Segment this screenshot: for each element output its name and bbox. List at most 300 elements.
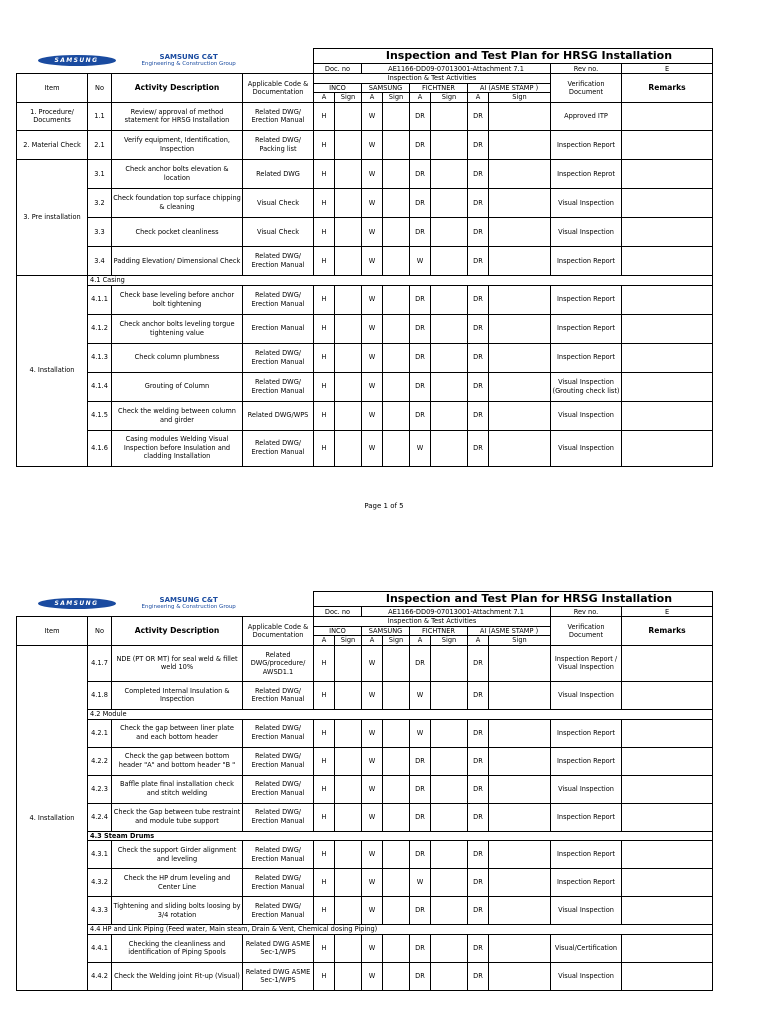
inco-sign-cell[interactable]: [335, 747, 362, 775]
samsung-sign-cell[interactable]: [383, 130, 410, 159]
no-cell: 4.2.2: [88, 747, 112, 775]
inco-a-cell: H: [314, 102, 335, 130]
samsung-a-cell: W: [362, 188, 383, 217]
inco-a-cell: H: [314, 159, 335, 188]
fichtner-sign-cell[interactable]: [431, 803, 468, 831]
fichtner-sign-cell[interactable]: [431, 962, 468, 990]
activity-cell: Check foundation top surface chipping & cleaning: [112, 188, 243, 217]
remarks-cell[interactable]: [622, 962, 713, 990]
inco-sign-cell[interactable]: [335, 343, 362, 372]
code-cell: Related DWG/WPS: [243, 401, 314, 430]
inco-sign-cell[interactable]: [335, 246, 362, 275]
verification-cell: Inspection Report: [551, 343, 622, 372]
doc-no-label: Doc. no: [314, 607, 362, 617]
verification-cell: Visual Inspection: [551, 681, 622, 709]
remarks-cell[interactable]: [622, 681, 713, 709]
header-block: [17, 49, 713, 103]
code-cell: Related DWG/ Erection Manual: [243, 246, 314, 275]
inco-sign-cell[interactable]: [335, 430, 362, 466]
ai-sign-cell[interactable]: [489, 130, 551, 159]
inco-sign-cell[interactable]: [335, 401, 362, 430]
inco-sign-cell[interactable]: [335, 962, 362, 990]
samsung-sign-cell[interactable]: [383, 934, 410, 962]
col-sign-header: Sign: [431, 636, 468, 646]
col-verification-header: Verification Document: [551, 74, 622, 103]
samsung-a-cell: W: [362, 962, 383, 990]
no-cell: 3.2: [88, 188, 112, 217]
ai-sign-cell[interactable]: [489, 719, 551, 747]
ai-sign-cell[interactable]: [489, 246, 551, 275]
activity-cell: NDE (PT OR MT) for seal weld & fillet weld 10%: [112, 645, 243, 681]
item-cell: 2. Material Check: [17, 130, 88, 159]
document-title: Inspection and Test Plan for HRSG Installation: [314, 49, 713, 64]
col-a-header: A: [468, 636, 489, 646]
inco-a-cell: H: [314, 246, 335, 275]
activity-cell: Baffle plate final installation check and stitch welding: [112, 775, 243, 803]
ai-a-cell: DR: [468, 719, 489, 747]
fichtner-a-cell: DR: [410, 102, 431, 130]
ai-a-cell: DR: [468, 962, 489, 990]
remarks-cell[interactable]: [622, 372, 713, 401]
ai-sign-cell[interactable]: [489, 897, 551, 925]
inco-sign-cell[interactable]: [335, 314, 362, 343]
fichtner-sign-cell[interactable]: [431, 246, 468, 275]
col-no-header: No: [88, 74, 112, 103]
code-cell: Related DWG/ Erection Manual: [243, 681, 314, 709]
activity-cell: Verify equipment, Identification, Inspection: [112, 130, 243, 159]
samsung-sign-cell[interactable]: [383, 681, 410, 709]
samsung-sign-cell[interactable]: [383, 188, 410, 217]
samsung-a-cell: W: [362, 246, 383, 275]
ai-a-cell: DR: [468, 401, 489, 430]
inco-a-cell: H: [314, 719, 335, 747]
col-remarks-header: Remarks: [622, 617, 713, 646]
no-cell: 4.1.4: [88, 372, 112, 401]
fichtner-a-cell: DR: [410, 962, 431, 990]
inco-sign-cell[interactable]: [335, 217, 362, 246]
no-cell: 4.1.7: [88, 645, 112, 681]
fichtner-a-cell: DR: [410, 747, 431, 775]
remarks-cell[interactable]: [622, 775, 713, 803]
table-row: [17, 343, 713, 372]
ai-sign-cell[interactable]: [489, 934, 551, 962]
col-code-header: Applicable Code & Documentation: [243, 74, 314, 103]
samsung-sign-cell[interactable]: [383, 869, 410, 897]
col-no-header: No: [88, 617, 112, 646]
fichtner-a-cell: DR: [410, 343, 431, 372]
remarks-cell[interactable]: [622, 869, 713, 897]
col-sign-header: Sign: [489, 93, 551, 103]
samsung-sign-cell[interactable]: [383, 343, 410, 372]
remarks-cell[interactable]: [622, 285, 713, 314]
activity-cell: Check the Welding joint Fit-up (Visual): [112, 962, 243, 990]
col-a-header: A: [362, 636, 383, 646]
code-cell: Related DWG/ Erection Manual: [243, 343, 314, 372]
fichtner-a-cell: DR: [410, 217, 431, 246]
ai-a-cell: DR: [468, 372, 489, 401]
col-inco-header: INCO: [314, 83, 362, 93]
fichtner-a-cell: DR: [410, 645, 431, 681]
item-cell: 4. Installation: [17, 645, 88, 990]
ai-sign-cell[interactable]: [489, 217, 551, 246]
remarks-cell[interactable]: [622, 188, 713, 217]
samsung-a-cell: W: [362, 869, 383, 897]
ai-sign-cell[interactable]: [489, 401, 551, 430]
code-cell: Related DWG/ Erection Manual: [243, 430, 314, 466]
fichtner-sign-cell[interactable]: [431, 285, 468, 314]
code-cell: Related DWG: [243, 159, 314, 188]
remarks-cell[interactable]: [622, 897, 713, 925]
ai-a-cell: DR: [468, 159, 489, 188]
fichtner-a-cell: W: [410, 246, 431, 275]
fichtner-a-cell: DR: [410, 841, 431, 869]
fichtner-a-cell: DR: [410, 314, 431, 343]
verification-cell: Visual Inspection: [551, 217, 622, 246]
samsung-sign-cell[interactable]: [383, 645, 410, 681]
ai-a-cell: DR: [468, 775, 489, 803]
col-sign-header: Sign: [335, 636, 362, 646]
doc-no-value: AE1166-DD09-07013001-Attachment 7.1: [362, 64, 551, 74]
code-cell: Visual Check: [243, 217, 314, 246]
samsung-sign-cell[interactable]: [383, 217, 410, 246]
fichtner-sign-cell[interactable]: [431, 102, 468, 130]
fichtner-sign-cell[interactable]: [431, 747, 468, 775]
doc-no-label: Doc. no: [314, 64, 362, 74]
col-ai-header: AI (ASME STAMP ): [468, 626, 551, 636]
company-name: SAMSUNG C&T: [159, 596, 218, 605]
inco-sign-cell[interactable]: [335, 130, 362, 159]
page-1-body: [17, 102, 713, 466]
section-heading: 4.4 HP and Link Piping (Feed water, Main steam, Drain & Vent, Chemical dosing Piping): [88, 925, 713, 935]
activity-cell: Casing modules Welding Visual Inspection before Insulation and cladding Installation: [112, 430, 243, 466]
ai-sign-cell[interactable]: [489, 681, 551, 709]
no-cell: 3.3: [88, 217, 112, 246]
section-row: [17, 925, 713, 935]
inco-sign-cell[interactable]: [335, 102, 362, 130]
page-2-body: [17, 645, 713, 990]
inco-sign-cell[interactable]: [335, 803, 362, 831]
remarks-cell[interactable]: [622, 343, 713, 372]
samsung-a-cell: W: [362, 719, 383, 747]
col-sign-header: Sign: [383, 636, 410, 646]
table-row: [17, 430, 713, 466]
samsung-a-cell: W: [362, 401, 383, 430]
activity-cell: Check the gap between liner plate and each bottom header: [112, 719, 243, 747]
fichtner-sign-cell[interactable]: [431, 841, 468, 869]
col-verification-header: Verification Document: [551, 617, 622, 646]
ai-sign-cell[interactable]: [489, 314, 551, 343]
col-a-header: A: [410, 93, 431, 103]
fichtner-sign-cell[interactable]: [431, 159, 468, 188]
samsung-sign-cell[interactable]: [383, 430, 410, 466]
code-cell: Related DWG/ Erection Manual: [243, 869, 314, 897]
ai-sign-cell[interactable]: [489, 343, 551, 372]
no-cell: 4.2.3: [88, 775, 112, 803]
col-activity-header: Activity Description: [112, 74, 243, 103]
fichtner-sign-cell[interactable]: [431, 372, 468, 401]
ai-sign-cell[interactable]: [489, 159, 551, 188]
table-row: [17, 130, 713, 159]
inco-sign-cell[interactable]: [335, 645, 362, 681]
verification-cell: Inspection Report: [551, 719, 622, 747]
fichtner-sign-cell[interactable]: [431, 314, 468, 343]
fichtner-sign-cell[interactable]: [431, 869, 468, 897]
samsung-sign-cell[interactable]: [383, 246, 410, 275]
code-cell: Related DWG/ Packing list: [243, 130, 314, 159]
verification-cell: Approved ITP: [551, 102, 622, 130]
inco-sign-cell[interactable]: [335, 188, 362, 217]
samsung-a-cell: W: [362, 934, 383, 962]
activity-cell: Tightening and sliding bolts loosing by 3/4 rotation: [112, 897, 243, 925]
ai-a-cell: DR: [468, 645, 489, 681]
inco-a-cell: H: [314, 803, 335, 831]
col-a-header: A: [314, 93, 335, 103]
fichtner-a-cell: DR: [410, 775, 431, 803]
code-cell: Visual Check: [243, 188, 314, 217]
code-cell: Related DWG/ Erection Manual: [243, 719, 314, 747]
ai-sign-cell[interactable]: [489, 803, 551, 831]
samsung-sign-cell[interactable]: [383, 841, 410, 869]
verification-cell: Visual Inspection: [551, 401, 622, 430]
verification-cell: Inspection Report: [551, 314, 622, 343]
section-row: [17, 831, 713, 841]
inco-a-cell: H: [314, 188, 335, 217]
col-samsung-header: SAMSUNG: [362, 83, 410, 93]
inco-a-cell: H: [314, 430, 335, 466]
fichtner-a-cell: W: [410, 681, 431, 709]
inco-sign-cell[interactable]: [335, 841, 362, 869]
table-row: [17, 314, 713, 343]
itp-page-2: [16, 591, 713, 991]
remarks-cell[interactable]: [622, 401, 713, 430]
ai-a-cell: DR: [468, 343, 489, 372]
no-cell: 4.1.6: [88, 430, 112, 466]
logo-text: SAMSUNG: [54, 599, 99, 607]
inco-sign-cell[interactable]: [335, 897, 362, 925]
table-row: [17, 217, 713, 246]
fichtner-sign-cell[interactable]: [431, 934, 468, 962]
remarks-cell[interactable]: [622, 217, 713, 246]
samsung-sign-cell[interactable]: [383, 747, 410, 775]
fichtner-sign-cell[interactable]: [431, 343, 468, 372]
section-row: [17, 709, 713, 719]
rev-value: E: [622, 607, 713, 617]
fichtner-a-cell: DR: [410, 897, 431, 925]
code-cell: Related DWG ASME Sec-1/WPS: [243, 962, 314, 990]
section-heading: 4.3 Steam Drums: [88, 831, 713, 841]
verification-cell: Visual Inspection: [551, 430, 622, 466]
ai-sign-cell[interactable]: [489, 869, 551, 897]
remarks-cell[interactable]: [622, 314, 713, 343]
samsung-a-cell: W: [362, 803, 383, 831]
table-row: [17, 372, 713, 401]
samsung-a-cell: W: [362, 430, 383, 466]
inco-sign-cell[interactable]: [335, 934, 362, 962]
no-cell: 4.4.2: [88, 962, 112, 990]
fichtner-sign-cell[interactable]: [431, 401, 468, 430]
no-cell: 4.1.3: [88, 343, 112, 372]
no-cell: 4.1.2: [88, 314, 112, 343]
ai-a-cell: DR: [468, 934, 489, 962]
fichtner-sign-cell[interactable]: [431, 217, 468, 246]
table-row: [17, 719, 713, 747]
inco-sign-cell[interactable]: [335, 869, 362, 897]
ai-a-cell: DR: [468, 897, 489, 925]
ai-sign-cell[interactable]: [489, 775, 551, 803]
table-row: [17, 897, 713, 925]
samsung-sign-cell[interactable]: [383, 102, 410, 130]
remarks-cell[interactable]: [622, 159, 713, 188]
table-row: [17, 159, 713, 188]
table-row: [17, 188, 713, 217]
remarks-cell[interactable]: [622, 102, 713, 130]
remarks-cell[interactable]: [622, 841, 713, 869]
document-title: Inspection and Test Plan for HRSG Installation: [314, 592, 713, 607]
fichtner-sign-cell[interactable]: [431, 897, 468, 925]
verification-cell: Inspection Report: [551, 841, 622, 869]
fichtner-sign-cell[interactable]: [431, 681, 468, 709]
fichtner-sign-cell[interactable]: [431, 130, 468, 159]
no-cell: 4.2.1: [88, 719, 112, 747]
col-inco-header: INCO: [314, 626, 362, 636]
table-row: [17, 934, 713, 962]
col-activity-header: Activity Description: [112, 617, 243, 646]
col-sign-header: Sign: [431, 93, 468, 103]
no-cell: 2.1: [88, 130, 112, 159]
table-row: [17, 747, 713, 775]
itp-page-1: [16, 48, 713, 467]
table-row: [17, 645, 713, 681]
ai-sign-cell[interactable]: [489, 372, 551, 401]
ai-sign-cell[interactable]: [489, 747, 551, 775]
activity-cell: Check pocket cleanliness: [112, 217, 243, 246]
verification-cell: Visual Inspection: [551, 897, 622, 925]
table-row: [17, 962, 713, 990]
page-number: Page 1 of 5: [364, 502, 404, 510]
code-cell: Related DWG/ Erection Manual: [243, 102, 314, 130]
table-row: [17, 803, 713, 831]
verification-cell: Inspection Report: [551, 246, 622, 275]
no-cell: 4.4.1: [88, 934, 112, 962]
ai-a-cell: DR: [468, 246, 489, 275]
ai-a-cell: DR: [468, 747, 489, 775]
remarks-cell[interactable]: [622, 645, 713, 681]
samsung-sign-cell[interactable]: [383, 897, 410, 925]
samsung-sign-cell[interactable]: [383, 719, 410, 747]
samsung-sign-cell[interactable]: [383, 962, 410, 990]
ai-sign-cell[interactable]: [489, 102, 551, 130]
fichtner-a-cell: DR: [410, 401, 431, 430]
inco-sign-cell[interactable]: [335, 719, 362, 747]
fichtner-sign-cell[interactable]: [431, 719, 468, 747]
inco-sign-cell[interactable]: [335, 372, 362, 401]
remarks-cell[interactable]: [622, 130, 713, 159]
table-row: [17, 681, 713, 709]
verification-cell: Visual Inspection (Grouting check list): [551, 372, 622, 401]
col-sign-header: Sign: [489, 636, 551, 646]
ai-a-cell: DR: [468, 841, 489, 869]
code-cell: Related DWG/ Erection Manual: [243, 372, 314, 401]
samsung-sign-cell[interactable]: [383, 775, 410, 803]
remarks-cell[interactable]: [622, 430, 713, 466]
ai-sign-cell[interactable]: [489, 188, 551, 217]
verification-cell: Inspection Report: [551, 747, 622, 775]
fichtner-a-cell: DR: [410, 188, 431, 217]
no-cell: 3.4: [88, 246, 112, 275]
activity-cell: Completed Internal Insulation & Inspection: [112, 681, 243, 709]
remarks-cell[interactable]: [622, 747, 713, 775]
ai-a-cell: DR: [468, 803, 489, 831]
inco-a-cell: H: [314, 747, 335, 775]
ai-sign-cell[interactable]: [489, 962, 551, 990]
activity-cell: Checking the cleanliness and identification of Piping Spools: [112, 934, 243, 962]
fichtner-sign-cell[interactable]: [431, 188, 468, 217]
inco-a-cell: H: [314, 934, 335, 962]
inco-a-cell: H: [314, 217, 335, 246]
col-item-header: Item: [17, 74, 88, 103]
inco-sign-cell[interactable]: [335, 285, 362, 314]
code-cell: Related DWG/ Erection Manual: [243, 285, 314, 314]
no-cell: 3.1: [88, 159, 112, 188]
col-a-header: A: [314, 636, 335, 646]
ai-sign-cell[interactable]: [489, 645, 551, 681]
samsung-sign-cell[interactable]: [383, 285, 410, 314]
ai-sign-cell[interactable]: [489, 285, 551, 314]
ai-sign-cell[interactable]: [489, 430, 551, 466]
logo-text: SAMSUNG: [54, 56, 99, 64]
company-subtitle: Engineering & Construction Group: [141, 604, 236, 611]
remarks-cell[interactable]: [622, 803, 713, 831]
samsung-sign-cell[interactable]: [383, 401, 410, 430]
verification-cell: Inspection Report: [551, 130, 622, 159]
remarks-cell[interactable]: [622, 934, 713, 962]
col-a-header: A: [410, 636, 431, 646]
activity-cell: Grouting of Column: [112, 372, 243, 401]
samsung-a-cell: W: [362, 372, 383, 401]
fichtner-sign-cell[interactable]: [431, 775, 468, 803]
samsung-sign-cell[interactable]: [383, 314, 410, 343]
fichtner-sign-cell[interactable]: [431, 645, 468, 681]
remarks-cell[interactable]: [622, 719, 713, 747]
verification-cell: Inspection Report: [551, 869, 622, 897]
inco-sign-cell[interactable]: [335, 775, 362, 803]
samsung-a-cell: W: [362, 681, 383, 709]
inco-sign-cell[interactable]: [335, 159, 362, 188]
samsung-sign-cell[interactable]: [383, 803, 410, 831]
samsung-sign-cell[interactable]: [383, 159, 410, 188]
samsung-sign-cell[interactable]: [383, 372, 410, 401]
fichtner-a-cell: DR: [410, 372, 431, 401]
activity-cell: Review/ approval of method statement for HRSG Installation: [112, 102, 243, 130]
code-cell: Related DWG ASME Sec-1/WPS: [243, 934, 314, 962]
fichtner-a-cell: DR: [410, 934, 431, 962]
inco-sign-cell[interactable]: [335, 681, 362, 709]
verification-cell: Inspection Reprot: [551, 159, 622, 188]
samsung-a-cell: W: [362, 645, 383, 681]
ai-a-cell: DR: [468, 681, 489, 709]
verification-cell: Visual/Certification: [551, 934, 622, 962]
fichtner-sign-cell[interactable]: [431, 430, 468, 466]
samsung-a-cell: W: [362, 217, 383, 246]
company-subtitle: Engineering & Construction Group: [141, 61, 236, 68]
col-code-header: Applicable Code & Documentation: [243, 617, 314, 646]
fichtner-a-cell: W: [410, 719, 431, 747]
ai-sign-cell[interactable]: [489, 841, 551, 869]
table-row: [17, 869, 713, 897]
inco-a-cell: H: [314, 645, 335, 681]
samsung-logo-icon: [38, 598, 116, 609]
remarks-cell[interactable]: [622, 246, 713, 275]
